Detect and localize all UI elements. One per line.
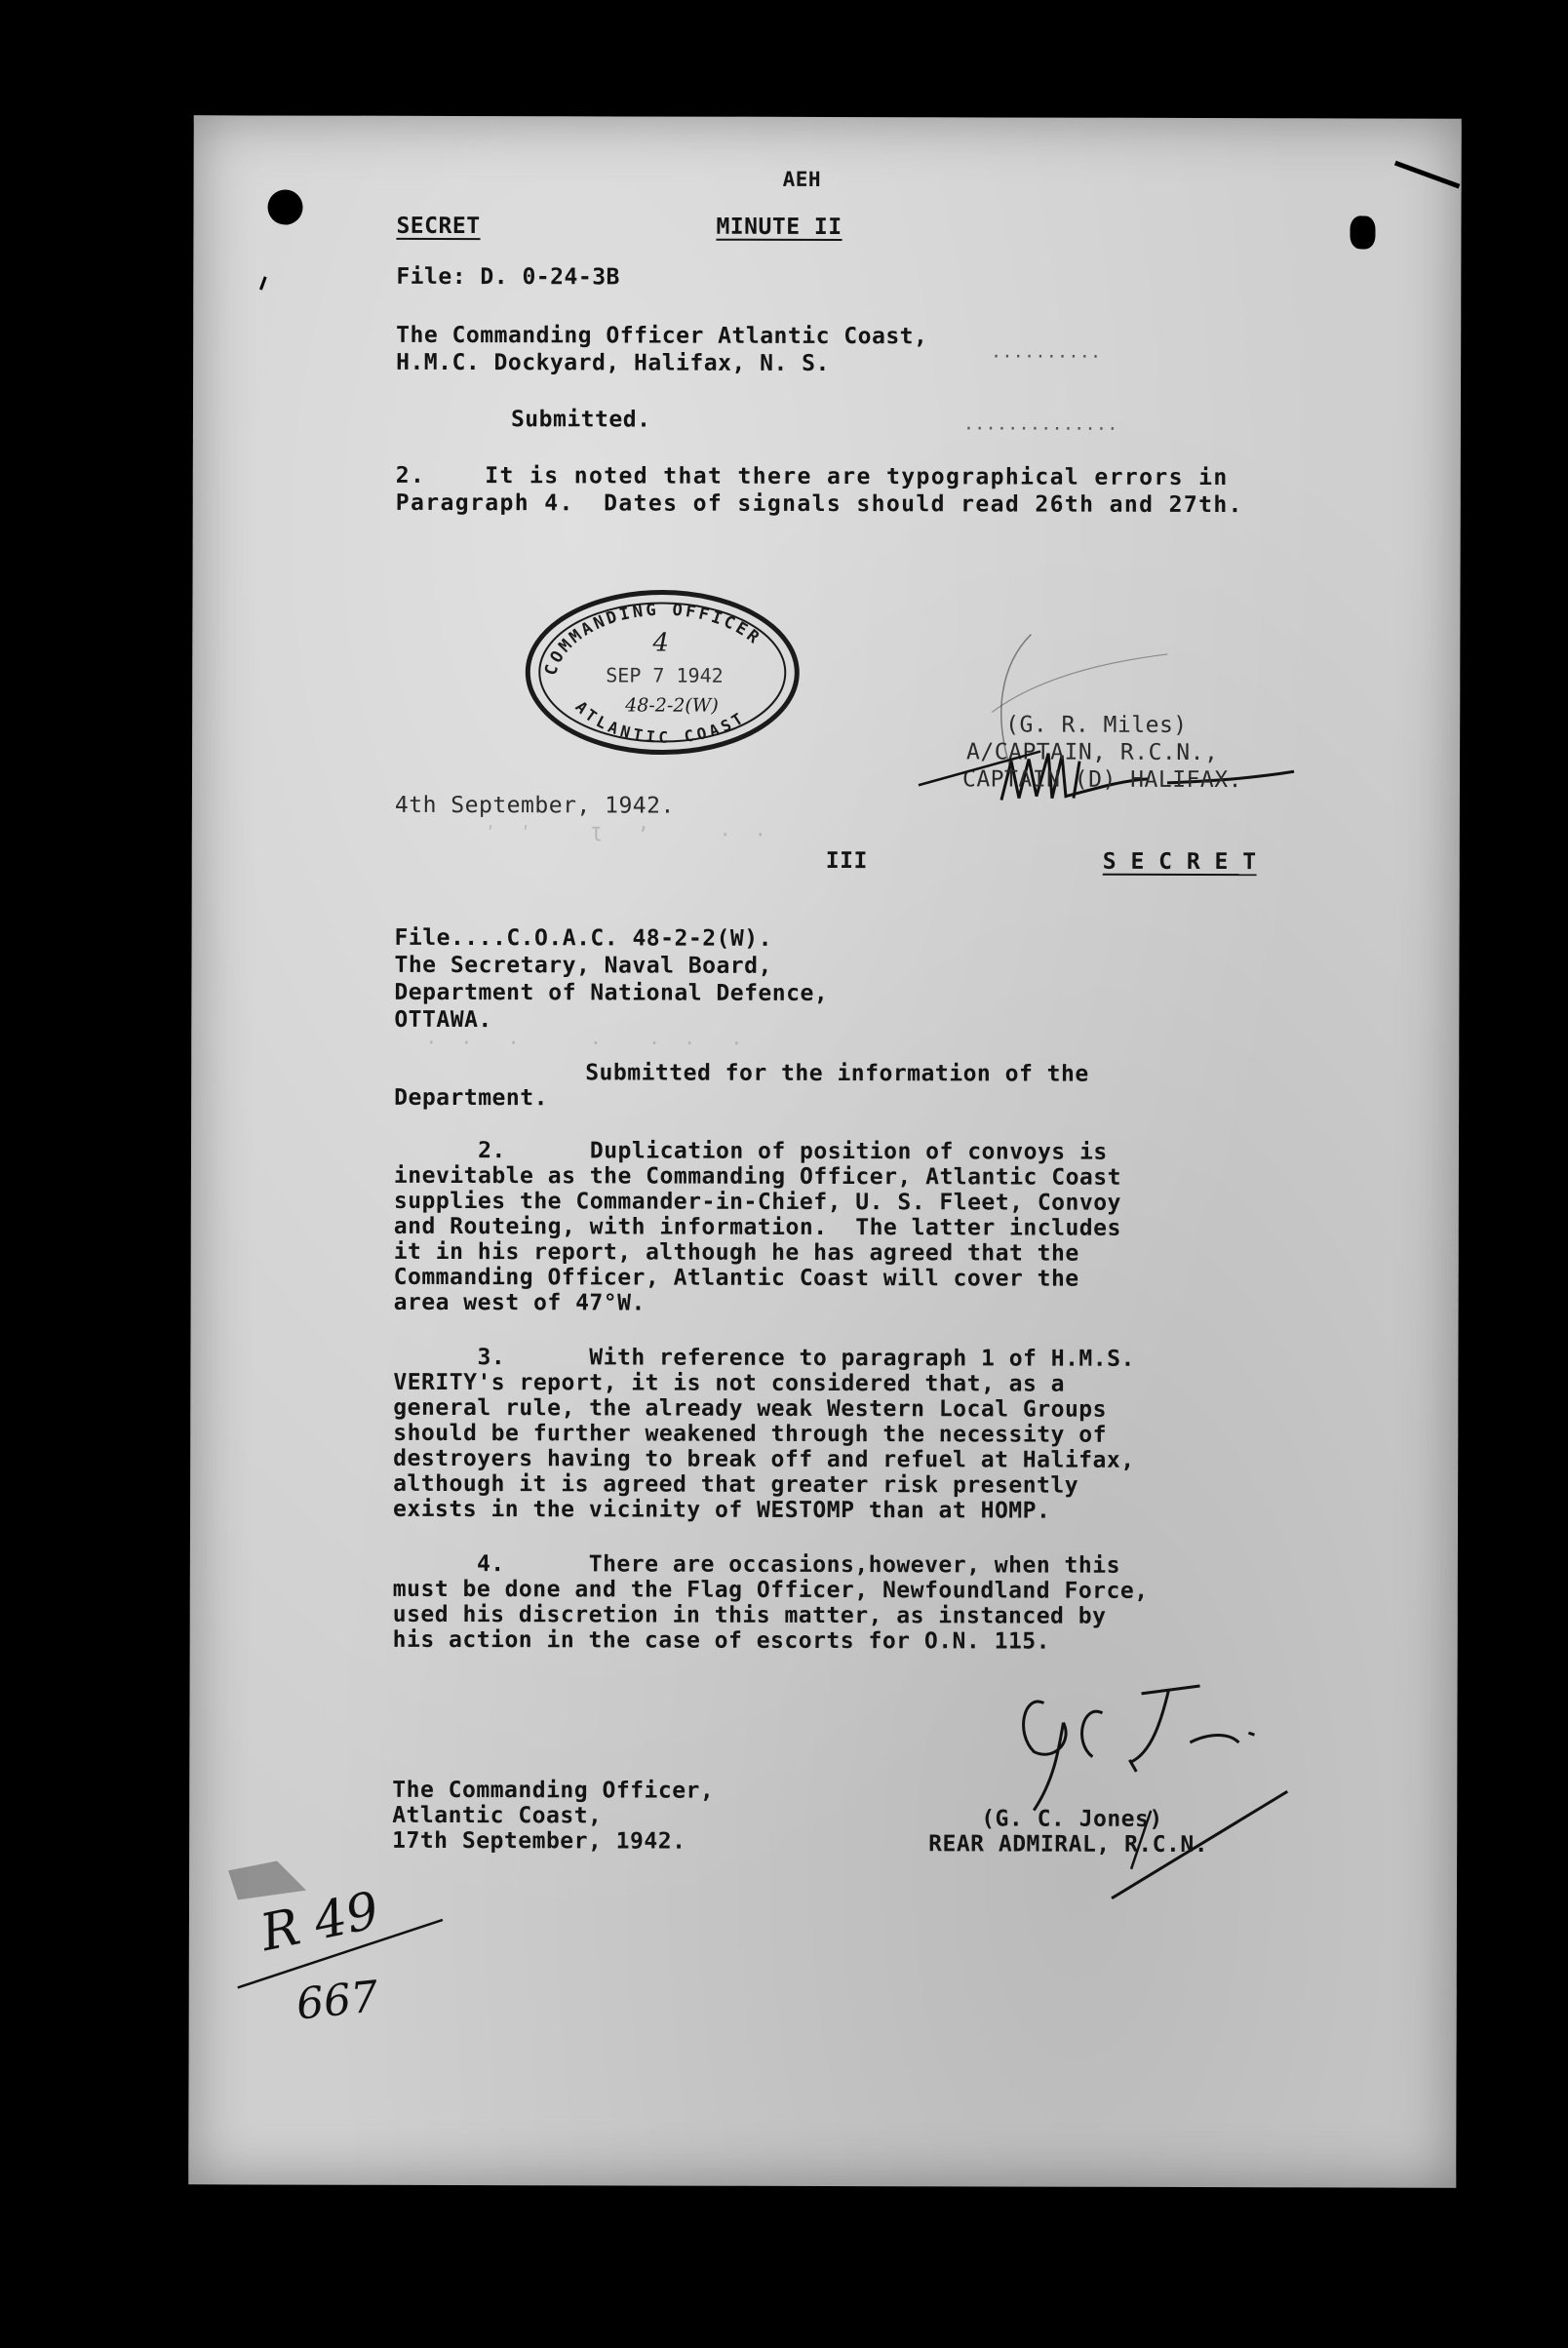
- jones-signature: [1004, 1663, 1298, 1918]
- paragraph-line: should be further weakened through the necessity of: [393, 1420, 1107, 1448]
- paragraph-line: Submitted for the information of the: [585, 1060, 1089, 1087]
- paragraph-line: supplies the Commander-in-Chief, U. S. Fleet, Convoy: [393, 1188, 1121, 1216]
- paragraph-line: Commanding Officer, Atlantic Coast will cover the: [393, 1264, 1079, 1292]
- bleed-through: · · · · · · ·: [425, 1030, 743, 1055]
- paragraph-line: Paragraph 4. Dates of signals should read 26th and 27th.: [395, 489, 1243, 519]
- edge-mark: [1394, 161, 1460, 189]
- file-reference: File....C.O.A.C. 48-2-2(W).: [394, 924, 772, 952]
- signatory-name: (G. C. Jones): [981, 1806, 1163, 1832]
- addressee-line: Department of National Defence,: [394, 979, 829, 1007]
- sender-line: 17th September, 1942.: [392, 1827, 686, 1855]
- addressee-line: The Commanding Officer Atlantic Coast,: [396, 322, 928, 350]
- edge-mark: [259, 276, 267, 290]
- dotted-rule: ..........: [991, 341, 1102, 363]
- secret-heading: S E C R E T: [1102, 848, 1257, 876]
- submitted-text: Submitted.: [510, 407, 651, 433]
- punch-hole: [1350, 215, 1375, 249]
- addressee-line: The Secretary, Naval Board,: [394, 952, 772, 979]
- paragraph-line: although it is agreed that greater risk presently: [393, 1470, 1079, 1499]
- paragraph-line: 3. With reference to paragraph 1 of H.M.S.: [393, 1344, 1135, 1372]
- minute-number: III: [825, 848, 868, 875]
- signatory-name: (G. R. Miles): [1005, 712, 1188, 738]
- sender-line: Atlantic Coast,: [392, 1802, 603, 1829]
- signatory-title: REAR ADMIRAL, R.C.N.: [928, 1831, 1209, 1859]
- secret-heading: SECRET: [396, 213, 481, 240]
- paragraph-line: 2. It is noted that there are typographical errors in: [395, 462, 1229, 491]
- addressee-line: H.M.C. Dockyard, Halifax, N. S.: [396, 349, 830, 377]
- paragraph-line: exists in the vicinity of WESTOMP than at HOMP.: [393, 1496, 1051, 1524]
- paragraph-line: must be done and the Flag Officer, Newfoundland Force,: [392, 1576, 1149, 1604]
- stamp-file: 48-2-2(W): [625, 694, 719, 717]
- signature-stroke: [914, 741, 1050, 790]
- paragraph-line: it in his report, although he has agreed that the: [393, 1238, 1079, 1267]
- stamp-bottom-text: ATLANTIC COAST: [571, 697, 750, 747]
- paragraph-line: inevitable as the Commanding Officer, Atlantic Coast: [393, 1162, 1122, 1191]
- file-reference: File: D. 0-24-3B: [396, 263, 620, 291]
- handwritten-reference: [218, 1860, 472, 2037]
- signatory-title: A/CAPTAIN, R.C.N.,: [966, 739, 1219, 766]
- bleed-through: ʹ ʹ Ɩ ʼ · ·: [484, 822, 766, 846]
- paragraph-line: used his discretion in this matter, as instanced by: [392, 1601, 1107, 1629]
- minute-heading: MINUTE II: [716, 214, 843, 241]
- punch-hole: [267, 190, 302, 225]
- handwritten-bottom: 667: [294, 1972, 381, 2030]
- paragraph-line: and Routeing, with information. The latter includes: [393, 1213, 1121, 1241]
- paragraph-line: Department.: [394, 1084, 549, 1112]
- paragraph-line: destroyers having to break off and refuel at Halifax,: [393, 1445, 1135, 1473]
- stamp-top-text: COMMANDING OFFICER: [540, 600, 765, 679]
- signatory-title: CAPTAIN (D) HALIFAX.: [961, 766, 1242, 794]
- sender-line: The Commanding Officer,: [392, 1777, 715, 1804]
- paragraph-line: 4. There are occasions,however, when this: [392, 1550, 1120, 1579]
- paragraph-line: area west of 47°W.: [393, 1289, 646, 1316]
- dotted-rule: ..............: [962, 413, 1118, 435]
- paragraph-line: his action in the case of escorts for O.N. 115.: [392, 1626, 1051, 1655]
- paragraph-line: general rule, the already weak Western Local Groups: [393, 1394, 1108, 1423]
- paragraph-line: 2. Duplication of position of convoys is: [393, 1137, 1108, 1165]
- paragraph-line: VERITY's report, it is not considered that, as a: [393, 1369, 1066, 1397]
- stamp-number: 4: [652, 628, 669, 658]
- stamp-date: SEP 7 1942: [606, 663, 724, 687]
- reference-code: AEH: [782, 167, 822, 191]
- minute2-date: 4th September, 1942.: [394, 792, 675, 819]
- document-page: [188, 115, 1462, 2187]
- handwritten-top: R 49: [255, 1881, 384, 1964]
- addressee-line: OTTAWA.: [394, 1006, 492, 1034]
- received-stamp: [516, 574, 808, 761]
